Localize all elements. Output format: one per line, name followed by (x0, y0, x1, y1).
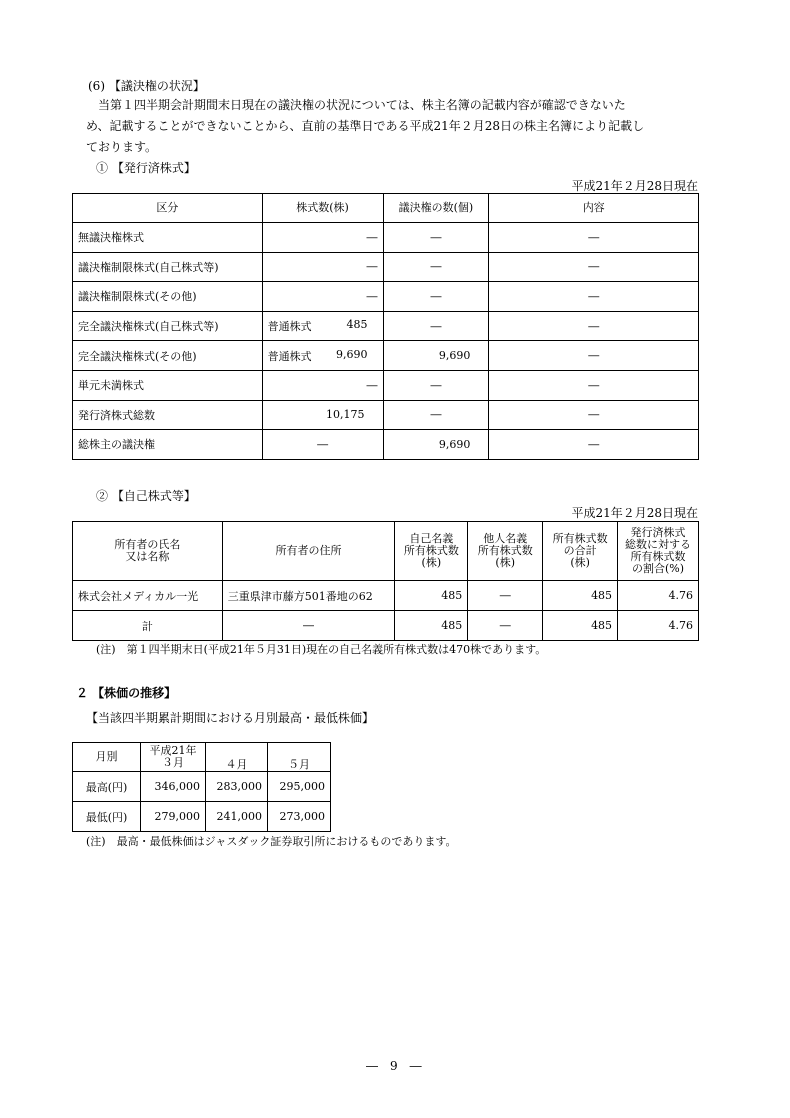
table-row (73, 223, 699, 253)
table-cell: 346,000 (141, 772, 206, 802)
as-of-date: 平成21年２月28日現在 (571, 179, 698, 193)
section-heading: (6) 【議決権の状況】 (88, 79, 205, 93)
stock-price-table (72, 742, 331, 832)
note: (注) 第１四半期末日(平成21年５月31日)現在の自己名義所有株式数は470株であります。 (96, 643, 547, 656)
table-row (73, 772, 331, 802)
table-cell: 241,000 (206, 802, 268, 832)
table-cell: 最低(円) (73, 802, 141, 832)
table-cell: 283,000 (206, 772, 268, 802)
table-header-row (73, 522, 699, 581)
table-row (73, 341, 699, 371)
table-header-row (73, 194, 699, 223)
paragraph-line: ております。 (86, 140, 158, 154)
table-cell: ― (383, 370, 489, 400)
header-line: の割合(%) (632, 562, 685, 575)
table-cell: 議決権制限株式(その他) (73, 282, 263, 312)
subsection-heading-issued: ① 【発行済株式】 (96, 161, 196, 175)
table-cell: 485 (395, 581, 468, 611)
header-line: (株) (421, 556, 442, 569)
header-cell (618, 522, 699, 581)
table-cell: 三重県津市藤方501番地の62 (222, 581, 395, 611)
shares-cell: ― (262, 282, 383, 312)
table-cell: 最高(円) (73, 772, 141, 802)
table-cell: 議決権制限株式(自己株式等) (73, 252, 263, 282)
header-cell: ５月 (268, 743, 331, 772)
header-line: 所有株式数 (630, 550, 686, 563)
table-cell: 485 (395, 611, 468, 641)
header-cell: 議決権の数(個) (383, 194, 489, 223)
table-cell: ― (222, 611, 395, 641)
table-cell: 4.76 (618, 581, 699, 611)
table-row (73, 611, 699, 641)
share-type: 普通株式 (267, 320, 312, 334)
treasury-shares-table (72, 521, 699, 641)
shares-cell: ― (262, 370, 383, 400)
header-cell (141, 743, 206, 772)
share-type: 普通株式 (267, 349, 312, 363)
header-line: の合計 (563, 544, 597, 557)
header-cell: 月別 (73, 743, 141, 772)
table-cell: 完全議決権株式(自己株式等) (73, 311, 263, 341)
table-row (73, 430, 699, 460)
table-cell: 計 (73, 611, 223, 641)
shares-cell: ― (262, 430, 383, 460)
table-cell: ― (383, 311, 489, 341)
paragraph-line: 当第１四半期会計期間末日現在の議決権の状況については、株主名簿の記載内容が確認できないた (98, 98, 626, 112)
table-cell: 完全議決権株式(その他) (73, 341, 263, 371)
table-cell: 279,000 (141, 802, 206, 832)
header-line: 又は名称 (125, 550, 170, 563)
table-row (73, 802, 331, 832)
table-row (73, 370, 699, 400)
header-line: 自己名義 (409, 532, 454, 545)
shares-cell: 10,175 (262, 400, 383, 430)
table-cell: 総株主の議決権 (73, 430, 263, 460)
table-row (73, 311, 699, 341)
table-cell: ― (383, 282, 489, 312)
table-cell: 株式会社メディカル一光 (73, 581, 223, 611)
table-cell: ― (489, 311, 699, 341)
header-cell (395, 522, 468, 581)
table-cell: ― (489, 430, 699, 460)
table-cell: ― (489, 223, 699, 253)
header-cell: ４月 (206, 743, 268, 772)
header-line: 所有株式数 (552, 532, 608, 545)
paragraph-line: め、記載することができないことから、直前の基準日である平成21年２月28日の株主名簿により記載し (86, 119, 645, 133)
table-row (73, 282, 699, 312)
header-line: 平成21年 (149, 744, 197, 757)
header-cell (468, 522, 543, 581)
table-row (73, 400, 699, 430)
header-line: 所有株式数 (403, 544, 459, 557)
shares-cell: ― (262, 223, 383, 253)
table-cell: ― (489, 341, 699, 371)
subheading: 【当該四半期累計期間における月別最高・最低株価】 (86, 711, 375, 725)
header-cell: 区分 (73, 194, 263, 223)
table-cell: 295,000 (268, 772, 331, 802)
table-cell: 発行済株式総数 (73, 400, 263, 430)
table-cell: 485 (543, 581, 618, 611)
table-cell: ― (489, 370, 699, 400)
header-line: ３月 (162, 756, 184, 769)
table-cell: 273,000 (268, 802, 331, 832)
header-line: (株) (570, 556, 590, 569)
page-number: ― 9 ― (366, 1059, 422, 1073)
shares-cell (262, 311, 383, 341)
table-cell: ― (383, 252, 489, 282)
table-cell: 9,690 (383, 430, 489, 460)
header-cell (73, 522, 223, 581)
table-row (73, 581, 699, 611)
table-cell: ― (489, 400, 699, 430)
table-cell: ― (468, 611, 543, 641)
shares-cell: ― (262, 252, 383, 282)
as-of-date: 平成21年２月28日現在 (571, 506, 698, 520)
table-cell: ― (383, 400, 489, 430)
shares-cell (262, 341, 383, 371)
header-line: 所有者の住所 (275, 544, 342, 557)
header-cell: 株式数(株) (262, 194, 383, 223)
share-count: 9,690 (336, 347, 368, 361)
table-cell: ― (468, 581, 543, 611)
table-cell: 4.76 (618, 611, 699, 641)
share-count: 485 (346, 318, 368, 332)
table-row (73, 252, 699, 282)
table-cell: 無議決権株式 (73, 223, 263, 253)
table-cell: ― (489, 252, 699, 282)
header-cell (543, 522, 618, 581)
header-line: (株) (495, 556, 516, 569)
table-cell: ― (383, 223, 489, 253)
table-cell: 単元未満株式 (73, 370, 263, 400)
issued-shares-table (72, 193, 699, 460)
table-cell: 485 (543, 611, 618, 641)
header-line: 発行済株式 (630, 526, 686, 539)
header-line: 所有株式数 (477, 544, 533, 557)
header-line: 総数に対する (625, 538, 692, 551)
header-line: 所有者の氏名 (114, 538, 181, 551)
table-header-row (73, 743, 331, 772)
table-cell: 9,690 (383, 341, 489, 371)
subsection-heading-treasury: ② 【自己株式等】 (96, 489, 196, 503)
header-line: 他人名義 (483, 532, 528, 545)
note: (注) 最高・最低株価はジャスダック証券取引所におけるものであります。 (86, 835, 457, 848)
header-cell: 内容 (489, 194, 699, 223)
table-cell: ― (489, 282, 699, 312)
header-cell (222, 522, 395, 581)
section-heading: ２ 【株価の推移】 (76, 686, 177, 700)
